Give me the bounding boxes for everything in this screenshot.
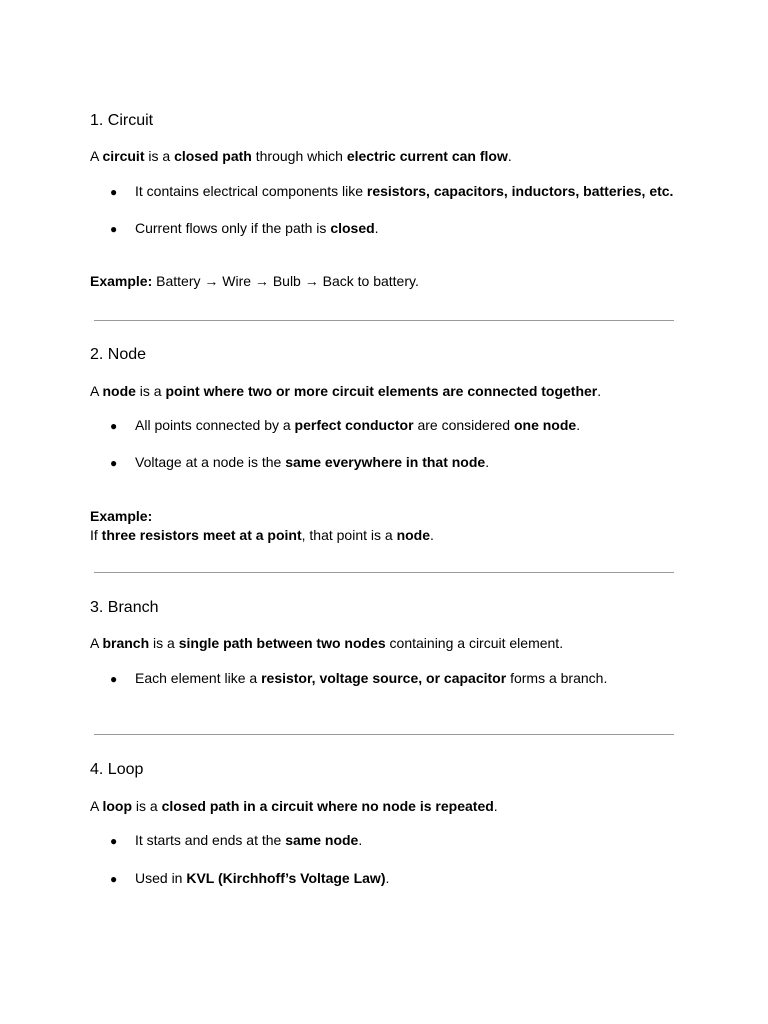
example-label xyxy=(90,507,152,525)
bullet-text xyxy=(135,870,389,886)
bullet-icon: ● xyxy=(110,419,118,433)
bullet-text xyxy=(135,832,362,848)
bold-text: closed path xyxy=(174,148,252,164)
bold-text: three resistors meet at a point xyxy=(101,527,302,543)
section-heading: 4. Loop xyxy=(90,761,144,778)
section-divider xyxy=(94,572,674,573)
text-run: . xyxy=(576,417,581,433)
text-run: . xyxy=(374,220,379,236)
text-run: A xyxy=(90,148,103,164)
text-run: Voltage at a node is the xyxy=(135,454,286,470)
bullet-icon: ● xyxy=(110,672,118,686)
section-branch xyxy=(90,598,690,708)
section-heading: 2. Node xyxy=(90,346,147,363)
text-run: A xyxy=(90,383,103,399)
text-run: A xyxy=(90,798,103,814)
text-run: . xyxy=(385,870,390,886)
bold-text: perfect conductor xyxy=(294,417,414,433)
text-run: is a xyxy=(149,635,179,651)
bold-text: point where two or more circuit elements are connected together xyxy=(165,383,598,399)
section-divider xyxy=(94,734,674,735)
definition-paragraph xyxy=(90,797,498,815)
bold-text: same everywhere in that node xyxy=(285,454,486,470)
bullet-item xyxy=(110,219,379,238)
section-heading: 3. Branch xyxy=(90,599,159,616)
bullet-text xyxy=(135,417,580,433)
text-run: . xyxy=(493,798,498,814)
definition-paragraph xyxy=(90,634,563,652)
example-label-text: Example: xyxy=(90,508,153,524)
text-run: All points connected by a xyxy=(135,417,295,433)
text-run: It contains electrical components like xyxy=(135,183,367,199)
bullet-icon: ● xyxy=(110,222,118,236)
text-run: . xyxy=(597,383,602,399)
definition-paragraph xyxy=(90,382,601,400)
bold-text: one node xyxy=(513,417,577,433)
example-paragraph xyxy=(90,272,419,290)
bold-text: electric current can flow xyxy=(346,148,508,164)
bold-text: KVL (Kirchhoff’s Voltage Law) xyxy=(186,870,386,886)
text-run: is a xyxy=(144,148,175,164)
bullet-item xyxy=(110,182,673,201)
bold-text: node xyxy=(102,383,136,399)
section-circuit xyxy=(90,111,690,301)
section-heading: 1. Circuit xyxy=(90,112,154,129)
text-run: . xyxy=(358,832,363,848)
section-node xyxy=(90,345,690,555)
bullet-icon: ● xyxy=(110,834,118,848)
bold-text: branch xyxy=(102,635,150,651)
bold-text: loop xyxy=(102,798,133,814)
bullet-text xyxy=(135,670,607,686)
definition-paragraph xyxy=(90,147,512,165)
text-run: A xyxy=(90,635,103,651)
text-run: is a xyxy=(135,383,166,399)
text-run: . xyxy=(430,527,434,543)
example-paragraph xyxy=(90,526,434,544)
bold-text: circuit xyxy=(102,148,145,164)
bullet-text xyxy=(135,454,489,470)
text-run: Used in xyxy=(135,870,187,886)
bold-text: resistors, capacitors, inductors, batteries, etc. xyxy=(366,183,674,199)
bullet-item xyxy=(110,869,389,888)
text-run: are considered xyxy=(413,417,514,433)
bullet-item xyxy=(110,831,362,850)
text-run: Each element like a xyxy=(135,670,262,686)
text-run: It starts and ends at the xyxy=(135,832,286,848)
bold-text: closed path in a circuit where no node is repeated xyxy=(161,798,494,814)
text-run: containing a circuit element. xyxy=(385,635,564,651)
bullet-icon: ● xyxy=(110,185,118,199)
bullet-item xyxy=(110,669,607,688)
bold-text: resistor, voltage source, or capacitor xyxy=(261,670,507,686)
text-run: , that point is a xyxy=(301,527,397,543)
example-label: Example: xyxy=(90,273,153,289)
example-text: Battery → Wire → Bulb → Back to battery. xyxy=(152,273,419,289)
text-run: . xyxy=(507,148,512,164)
text-run: through which xyxy=(251,148,347,164)
bullet-icon: ● xyxy=(110,456,118,470)
bold-text: same node xyxy=(285,832,359,848)
bullet-item xyxy=(110,416,580,435)
text-run: is a xyxy=(132,798,162,814)
bold-text: closed xyxy=(330,220,375,236)
bullet-text xyxy=(135,220,379,236)
section-divider xyxy=(94,320,674,321)
text-run: forms a branch. xyxy=(506,670,608,686)
text-run: Current flows only if the path is xyxy=(135,220,331,236)
bullet-text xyxy=(135,183,673,199)
bold-text: single path between two nodes xyxy=(178,635,386,651)
bullet-item xyxy=(110,453,489,472)
text-run: . xyxy=(485,454,490,470)
text-run: If xyxy=(90,527,102,543)
bullet-icon: ● xyxy=(110,872,118,886)
bold-text: node xyxy=(396,527,431,543)
section-loop xyxy=(90,760,690,900)
